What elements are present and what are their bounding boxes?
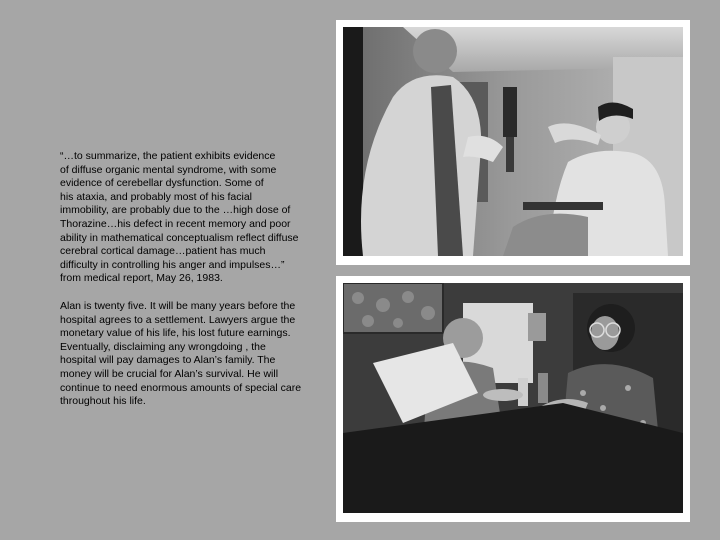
photo-exam-image [343,27,683,256]
medical-report-quote [60,150,322,286]
quote-source: from medical report, May 26, 1983. [60,272,223,285]
narrative-paragraph [60,300,322,409]
quote-text: “…to summarize, the patient exhibits evidence of diffuse organic mental syndrome, with some evidence of cerebellar dysfunction. Some of his ataxia, and probably most of his facial immobility, are probably due to the …high dose of Thorazine…his defect in recent memory and poor ability in mathematical conceptualism reflect diffuse cerebral cortical damage…patient has much difficulty in controlling his anger and impulses…” [60,150,299,271]
text-column [60,150,322,409]
photo-table-image [343,283,683,513]
narrative-text: Alan is twenty five. It will be many years before the hospital agrees to a settlement. Lawyers argue the monetary value of his life, his lost future earnings. Eventually, disclaiming any wrongdoing , the hospital will pay damages to Alan’s family. The money will be crucial for Alan’s survival. He will continue to need enormous amounts of special care throughout his life. [60,299,302,408]
photo-family-at-table [336,276,690,522]
photo-medical-examination [336,20,690,265]
